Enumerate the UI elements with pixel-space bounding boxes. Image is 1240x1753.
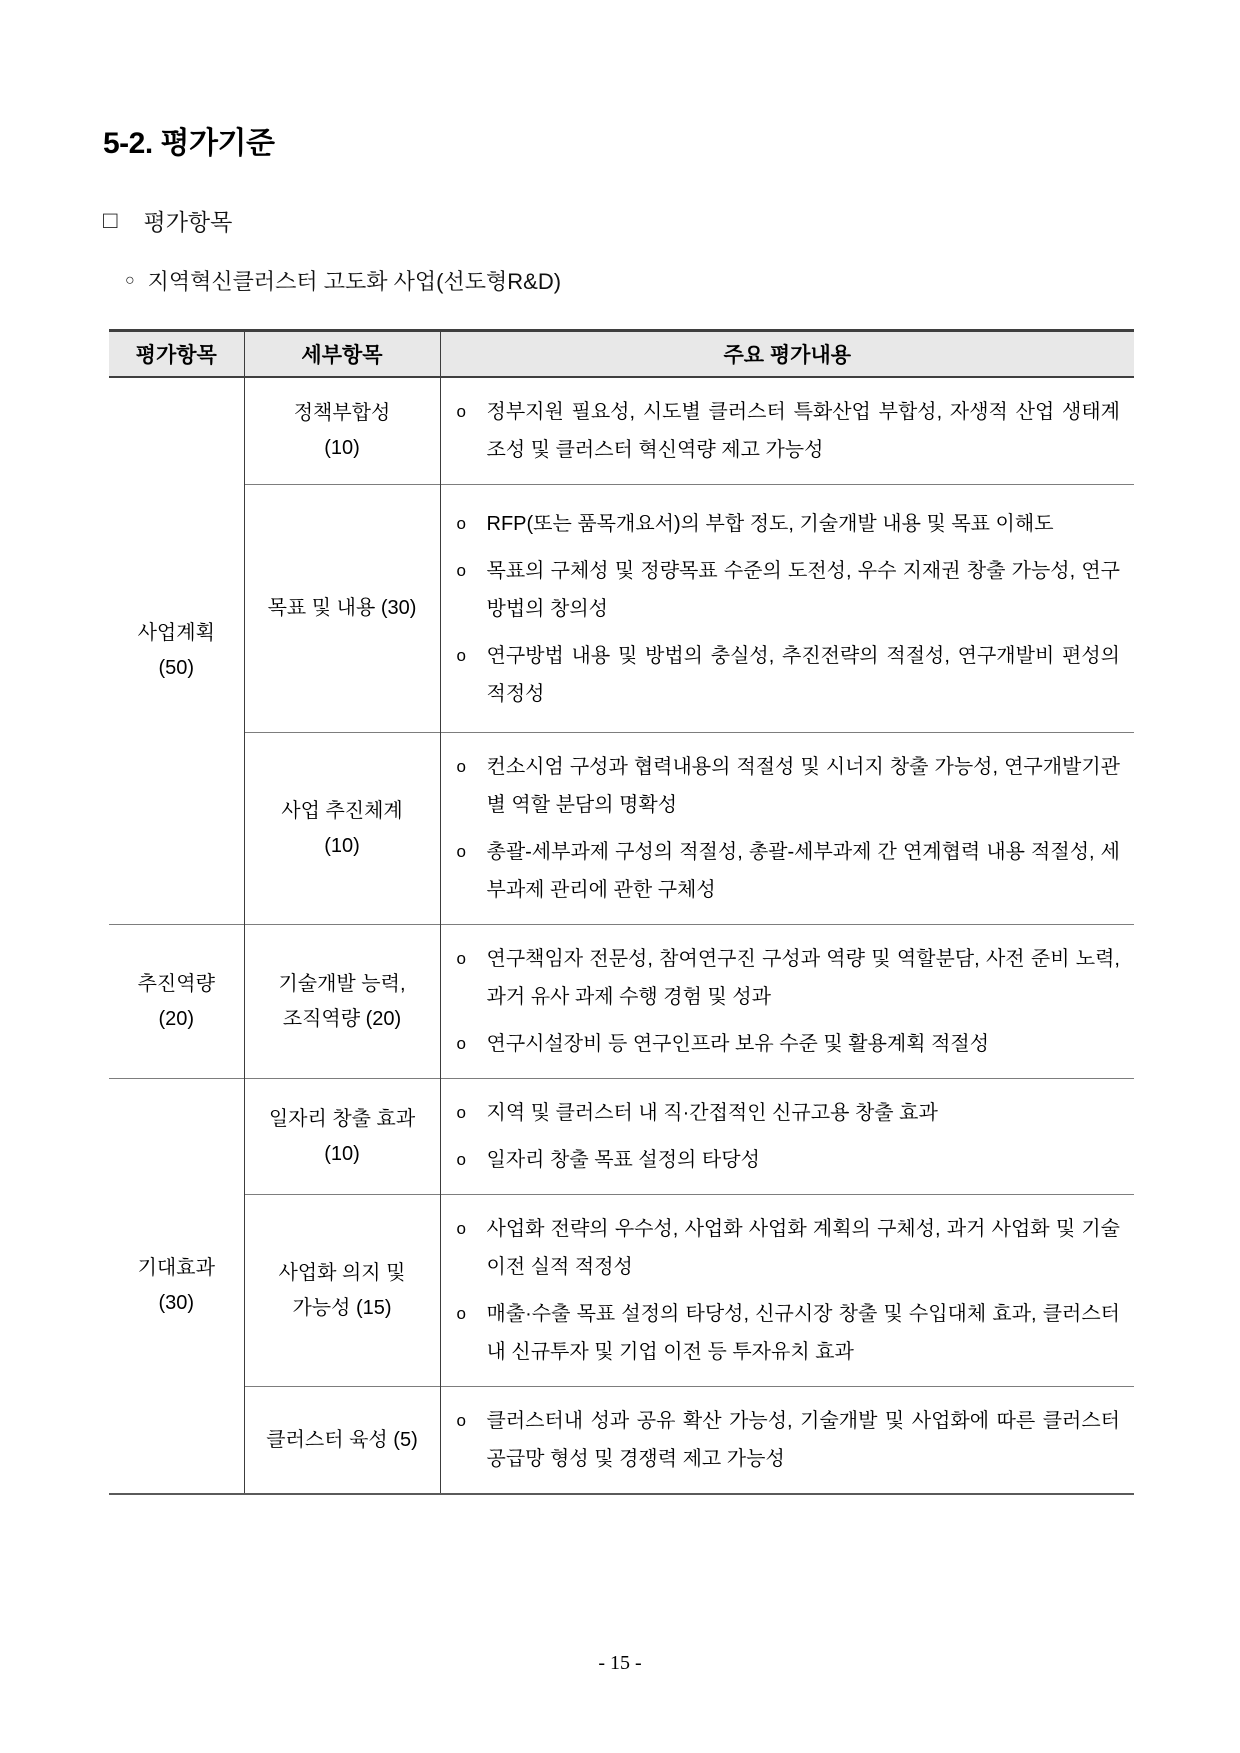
criteria-item-text: 연구책임자 전문성, 참여연구진 구성과 역량 및 역할분담, 사전 준비 노력, 과거 유사 과제 수행 경험 및 성과 (486, 948, 1120, 1008)
page-title: 5-2. 평가기준 (103, 127, 275, 160)
criteria-item (457, 1402, 1121, 1478)
document-page (103, 118, 1137, 1495)
table-row (109, 377, 1134, 485)
circle-bullet-icon: ○ (125, 271, 135, 289)
header-category: 평가항목 (109, 331, 244, 378)
criteria-item-text: 클러스터내 성과 공유 확산 가능성, 기술개발 및 사업화에 따른 클러스터 공급망 형성 및 경쟁력 제고 가능성 (486, 1410, 1120, 1470)
criteria-item (457, 393, 1121, 469)
item-bullet-marker: o (456, 842, 466, 861)
item-bullet-marker: o (456, 1219, 466, 1238)
criteria-item (457, 1025, 1121, 1063)
criteria-table-body (109, 377, 1134, 1494)
criteria-item (457, 940, 1121, 1016)
category-cell: 추진역량 (20) (109, 925, 244, 1079)
subitem-cell: 기술개발 능력, 조직역량 (20) (244, 925, 440, 1079)
criteria-item (457, 748, 1121, 824)
criteria-item-text: 목표의 구체성 및 정량목표 수준의 도전성, 우수 지재권 창출 가능성, 연구방법의 창의성 (486, 559, 1120, 620)
criteria-item-text: 일자리 창출 목표 설정의 타당성 (486, 1149, 760, 1171)
item-bullet-marker: o (456, 949, 466, 968)
criteria-item (457, 1295, 1121, 1371)
evaluation-criteria-table (109, 329, 1134, 1495)
item-bullet-marker: o (456, 560, 466, 580)
category-cell: 사업계획 (50) (109, 377, 244, 925)
subitem-cell: 정책부합성 (10) (244, 377, 440, 485)
section-heading (103, 204, 1137, 237)
criteria-item-text: 총괄-세부과제 구성의 적절성, 총괄-세부과제 간 연계협력 내용 적절성, 세부과제 관리에 관한 구체성 (486, 841, 1120, 901)
table-row (109, 1079, 1134, 1195)
criteria-content-cell (440, 733, 1134, 925)
criteria-item (457, 505, 1121, 543)
table-row (109, 1195, 1134, 1387)
header-content: 주요 평가내용 (440, 331, 1134, 378)
subitem-cell: 사업화 의지 및 가능성 (15) (244, 1195, 440, 1387)
criteria-content-cell (440, 485, 1134, 733)
criteria-item (457, 1094, 1121, 1132)
criteria-item-text: RFP(또는 품목개요서)의 부합 정도, 기술개발 내용 및 목표 이해도 (486, 512, 1054, 535)
item-bullet-marker: o (456, 1150, 466, 1169)
item-bullet-marker: o (456, 1034, 466, 1053)
subitem-cell: 클러스터 육성 (5) (244, 1387, 440, 1495)
criteria-item (457, 1210, 1121, 1286)
category-cell: 기대효과 (30) (109, 1079, 244, 1495)
item-bullet-marker: o (456, 1103, 466, 1122)
criteria-item-text: 연구방법 내용 및 방법의 충실성, 추진전략의 적절성, 연구개발비 편성의 적정성 (486, 644, 1120, 705)
criteria-item-text: 연구시설장비 등 연구인프라 보유 수준 및 활용계획 적절성 (486, 1033, 990, 1055)
criteria-item-text: 사업화 전략의 우수성, 사업화 사업화 계획의 구체성, 과거 사업화 및 기술이전 실적 적정성 (486, 1218, 1120, 1278)
criteria-content-cell (440, 925, 1134, 1079)
criteria-item (457, 552, 1121, 628)
subitem-cell: 일자리 창출 효과 (10) (244, 1079, 440, 1195)
table-row (109, 733, 1134, 925)
item-bullet-marker: o (456, 513, 466, 533)
criteria-content-cell (440, 1195, 1134, 1387)
table-header-row (109, 331, 1134, 378)
criteria-item-text: 컨소시엄 구성과 협력내용의 적절성 및 시너지 창출 가능성, 연구개발기관별 역할 분담의 명확성 (486, 756, 1120, 816)
table-row (109, 1387, 1134, 1495)
table-row (109, 925, 1134, 1079)
item-bullet-marker: o (456, 645, 466, 665)
criteria-item-text: 지역 및 클러스터 내 직·간접적인 신규고용 창출 효과 (486, 1102, 938, 1124)
criteria-item (457, 1141, 1121, 1179)
criteria-item-text: 정부지원 필요성, 시도별 클러스터 특화산업 부합성, 자생적 산업 생태계 조성 및 클러스터 혁신역량 제고 가능성 (486, 401, 1120, 461)
criteria-item (457, 833, 1121, 909)
item-bullet-marker: o (456, 1411, 466, 1430)
subitem-cell: 목표 및 내용 (30) (244, 485, 440, 733)
criteria-item-text: 매출·수출 목표 설정의 타당성, 신규시장 창출 및 수입대체 효과, 클러스터 내 신규투자 및 기업 이전 등 투자유치 효과 (486, 1303, 1120, 1363)
subsection-label: 지역혁신클러스터 고도화 사업(선도형R&D) (147, 269, 562, 294)
subitem-cell: 사업 추진체계 (10) (244, 733, 440, 925)
criteria-content-cell (440, 1387, 1134, 1495)
header-subitem: 세부항목 (244, 331, 440, 378)
table-row (109, 485, 1134, 733)
item-bullet-marker: o (456, 757, 466, 776)
section-label: 평가항목 (143, 209, 233, 235)
page-number: - 15 - (598, 1652, 642, 1674)
criteria-content-cell (440, 1079, 1134, 1195)
item-bullet-marker: o (456, 402, 466, 421)
item-bullet-marker: o (456, 1304, 466, 1323)
criteria-item (457, 637, 1121, 713)
subsection-heading (125, 265, 1137, 296)
square-bullet-icon: □ (103, 206, 118, 234)
criteria-content-cell (440, 377, 1134, 485)
